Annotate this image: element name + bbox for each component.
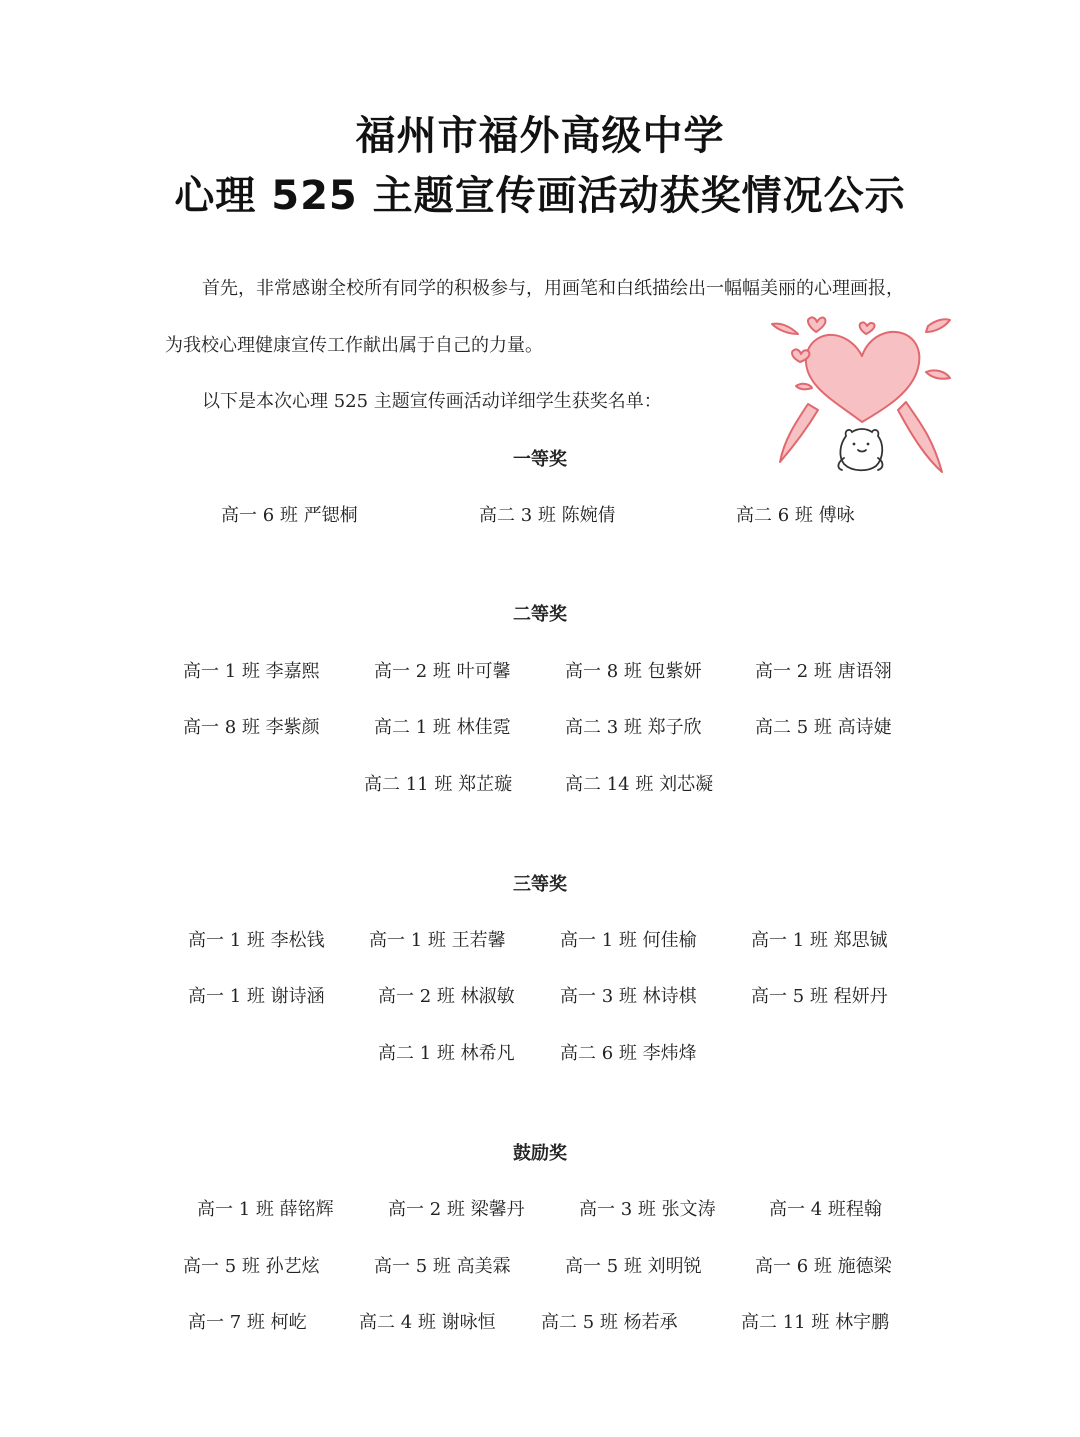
third-prize-heading: 三等奖 [513,874,567,895]
second-prize-winner: 高二 3 班 郑子欣 [565,717,702,738]
intro-paragraph-line3: 以下是本次心理 525 主题宣传画活动详细学生获奖名单： [202,391,662,412]
second-prize-winner: 高一 8 班 包紫妍 [565,661,702,682]
first-prize-heading: 一等奖 [513,449,567,470]
intro-paragraph-line2: 为我校心理健康宣传工作献出属于自己的力量。 [165,335,543,356]
second-prize-winner: 高一 1 班 李嘉熙 [183,661,320,682]
third-prize-winner: 高二 6 班 李炜烽 [560,1043,697,1064]
second-prize-winner: 高二 5 班 高诗婕 [755,717,892,738]
encouragement-prize-winner: 高一 1 班 薛铭辉 [197,1199,334,1220]
second-prize-winner: 高二 14 班 刘芯凝 [565,774,714,795]
second-prize-winner: 高一 8 班 李紫颜 [183,717,320,738]
encouragement-prize-winner: 高一 7 班 柯屹 [188,1312,307,1333]
encouragement-prize-winner: 高一 2 班 梁馨丹 [388,1199,525,1220]
encouragement-prize-winner: 高二 4 班 谢咏恒 [359,1312,496,1333]
third-prize-winner: 高一 1 班 何佳榆 [560,930,697,951]
second-prize-winner: 高二 11 班 郑芷璇 [364,774,513,795]
encouragement-prize-winner: 高一 5 班 孙艺炫 [183,1256,320,1277]
first-prize-winner: 高二 3 班 陈婉倩 [479,505,616,526]
encouragement-prize-heading: 鼓励奖 [513,1143,567,1164]
encouragement-prize-winner: 高一 6 班 施德梁 [755,1256,892,1277]
third-prize-winner: 高一 1 班 郑思铖 [751,930,888,951]
encouragement-prize-winner: 高一 3 班 张文涛 [579,1199,716,1220]
second-prize-winner: 高一 2 班 唐语翎 [755,661,892,682]
intro-paragraph-line1: 首先，非常感谢全校所有同学的积极参与，用画笔和白纸描绘出一幅幅美丽的心理画报， [202,278,904,299]
encouragement-prize-winner: 高一 4 班程翰 [769,1199,882,1220]
encouragement-prize-winner: 高二 11 班 林宇鹏 [741,1312,890,1333]
encouragement-prize-winner: 高一 5 班 高美霖 [374,1256,511,1277]
first-prize-winner: 高二 6 班 傅咏 [736,505,855,526]
second-prize-winner: 高一 2 班 叶可馨 [374,661,511,682]
third-prize-winner: 高一 1 班 王若馨 [369,930,506,951]
second-prize-winner: 高二 1 班 林佳霓 [374,717,511,738]
encouragement-prize-winner: 高一 5 班 刘明锐 [565,1256,702,1277]
page-title-school: 福州市福外高级中学 [355,113,725,159]
encouragement-prize-winner: 高二 5 班 杨若承 [541,1312,678,1333]
third-prize-winner: 高一 1 班 李松钱 [188,930,325,951]
third-prize-winner: 高一 3 班 林诗棋 [560,986,697,1007]
first-prize-winner: 高一 6 班 严锶桐 [221,505,358,526]
third-prize-winner: 高一 5 班 程妍丹 [751,986,888,1007]
third-prize-winner: 高二 1 班 林希凡 [378,1043,515,1064]
page-title-event: 心理 525 主题宣传画活动获奖情况公示 [174,173,906,219]
third-prize-winner: 高一 1 班 谢诗涵 [188,986,325,1007]
third-prize-winner: 高一 2 班 林淑敏 [378,986,515,1007]
second-prize-heading: 二等奖 [513,604,567,625]
